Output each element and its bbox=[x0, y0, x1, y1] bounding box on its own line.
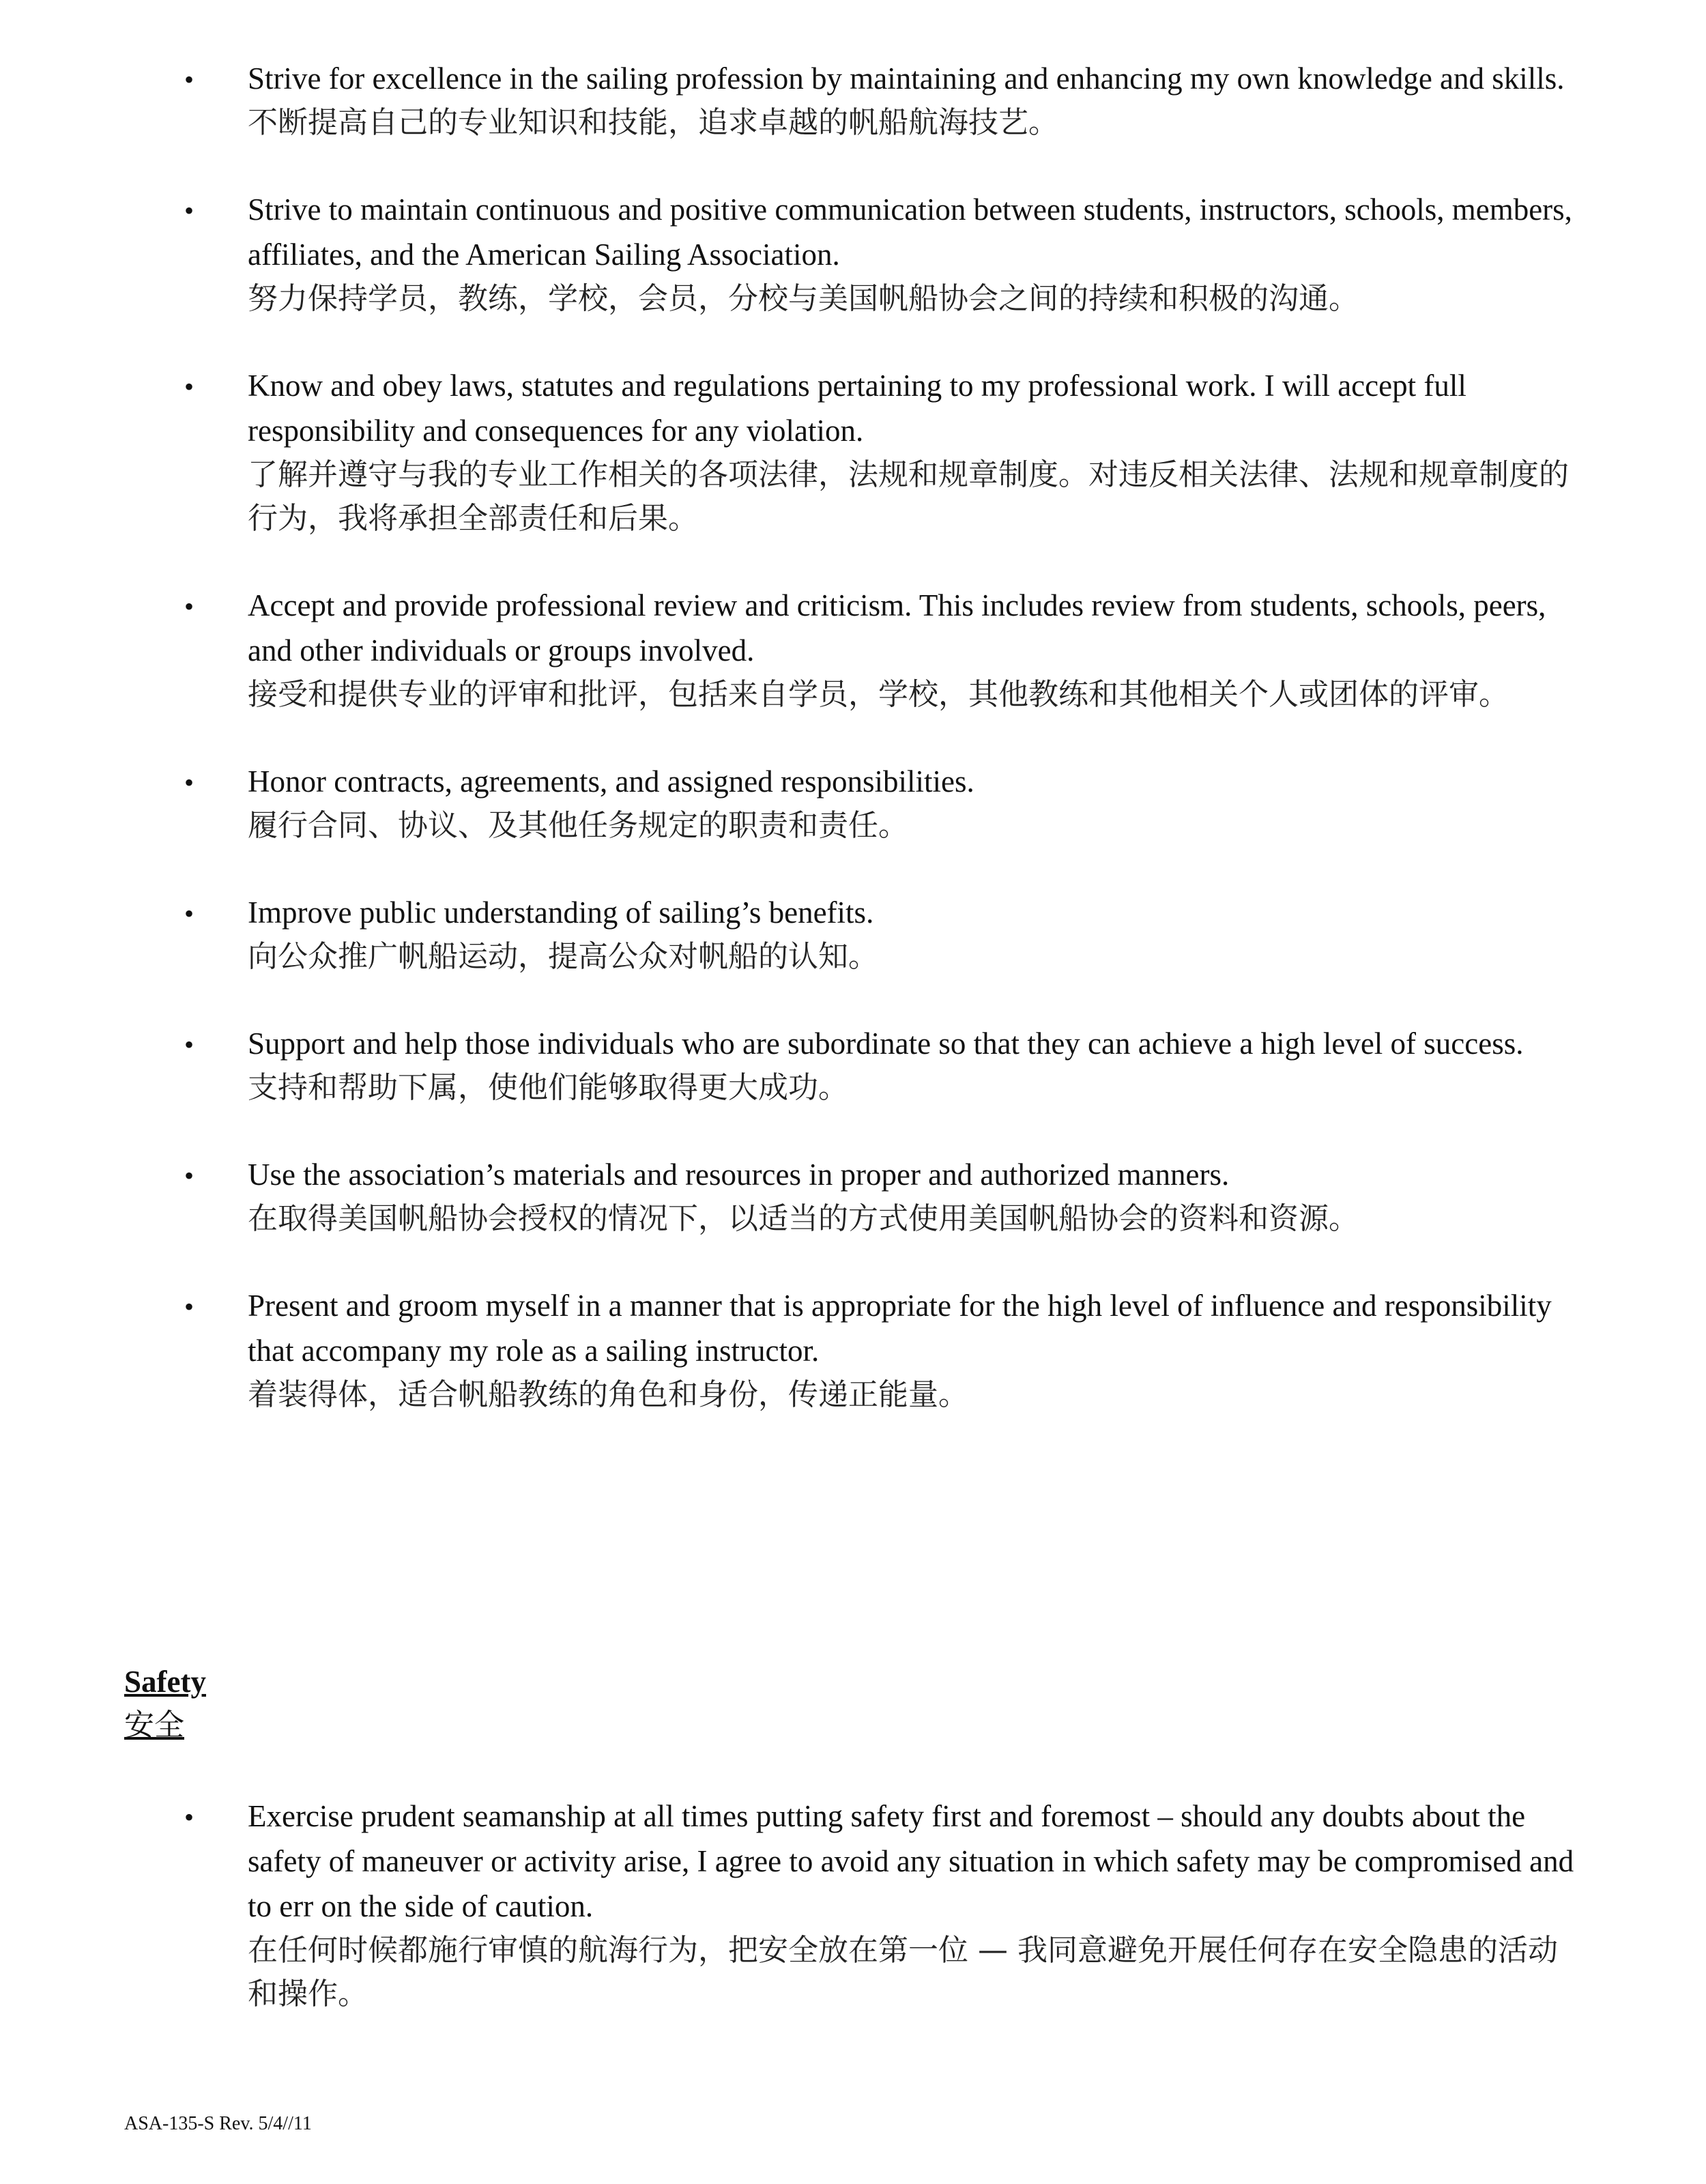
bullet-icon: • bbox=[184, 591, 194, 622]
item-text-zh: 不断提高自己的专业知识和技能，追求卓越的帆船航海技艺。 bbox=[248, 105, 1058, 140]
item-text-en: Honor contracts, agreements, and assigned responsibilities. bbox=[248, 764, 974, 799]
item-text-en: Use the association’s materials and resources in proper and authorized manners. bbox=[248, 1158, 1230, 1192]
list-item bbox=[184, 1794, 1576, 2016]
list-item bbox=[184, 187, 1576, 321]
bullet-icon: • bbox=[184, 371, 194, 402]
list-item bbox=[184, 890, 1576, 979]
item-text-en: Improve public understanding of sailing’s benefits. bbox=[248, 895, 874, 930]
item-text-zh: 在取得美国帆船协会授权的情况下，以适当的方式使用美国帆船协会的资料和资源。 bbox=[248, 1201, 1359, 1236]
item-text-zh: 向公众推广帆船运动，提高公众对帆船的认知。 bbox=[248, 939, 878, 974]
item-text-en: Accept and provide professional review and criticism. This includes review from students, schools, peers, and other individuals or groups involved. bbox=[248, 588, 1546, 667]
bullet-icon: • bbox=[184, 195, 194, 226]
item-text-en: Strive to maintain continuous and positive communication between students, instructors, schools, members, affiliates, and the American Sailing Association. bbox=[248, 192, 1572, 272]
list-item bbox=[184, 1152, 1576, 1241]
item-text-zh: 接受和提供专业的评审和批评，包括来自学员，学校，其他教练和其他相关个人或团体的评审。 bbox=[248, 677, 1509, 712]
item-text-en: Know and obey laws, statutes and regulations pertaining to my professional work. I will accept full responsibility and consequences for any violation. bbox=[248, 369, 1466, 448]
item-text-zh: 着装得体，适合帆船教练的角色和身份，传递正能量。 bbox=[248, 1377, 968, 1412]
bullet-icon: • bbox=[184, 1029, 194, 1060]
item-text-zh: 了解并遵守与我的专业工作相关的各项法律，法规和规章制度。对违反相关法律、法规和规章制度的行为，我将承担全部责任和后果。 bbox=[248, 457, 1569, 536]
item-text-en: Present and groom myself in a manner that is appropriate for the high level of influence and responsibility that accompany my role as a sailing instructor. bbox=[248, 1289, 1552, 1368]
item-text-zh: 在任何时候都施行审慎的航海行为，把安全放在第一位 — 我同意避免开展任何存在安全隐患的活动和操作。 bbox=[248, 1933, 1558, 2011]
list-item bbox=[184, 363, 1576, 541]
safety-section-heading bbox=[124, 1660, 206, 1747]
item-text-en: Support and help those individuals who are subordinate so that they can achieve a high level of success. bbox=[248, 1026, 1524, 1061]
list-item bbox=[184, 759, 1576, 848]
section-title-zh: 安全 bbox=[124, 1708, 184, 1742]
bullet-icon: • bbox=[184, 1160, 194, 1191]
item-text-en: Strive for excellence in the sailing profession by maintaining and enhancing my own knowledge and skills. bbox=[248, 61, 1565, 96]
item-text-zh: 履行合同、协议、及其他任务规定的职责和责任。 bbox=[248, 808, 908, 843]
item-text-zh: 努力保持学员，教练，学校，会员，分校与美国帆船协会之间的持续和积极的沟通。 bbox=[248, 281, 1359, 316]
item-text-en: Exercise prudent seamanship at all times putting safety first and foremost – should any doubts about the safety of maneuver or activity arise, I agree to avoid any situation in which safety may be compromised and to err on the side of caution. bbox=[248, 1799, 1574, 1923]
safety-list bbox=[184, 1794, 1576, 2058]
document-code-footer: ASA-135-S Rev. 5/4//11 bbox=[124, 2113, 312, 2134]
list-item bbox=[184, 1283, 1576, 1417]
section-title-en: Safety bbox=[124, 1665, 206, 1699]
bullet-icon: • bbox=[184, 898, 194, 929]
item-text-zh: 支持和帮助下属，使他们能够取得更大成功。 bbox=[248, 1070, 848, 1105]
list-item bbox=[184, 1021, 1576, 1110]
bullet-icon: • bbox=[184, 64, 194, 95]
bullet-icon: • bbox=[184, 767, 194, 798]
code-of-conduct-list bbox=[184, 56, 1576, 1459]
bullet-icon: • bbox=[184, 1802, 194, 1833]
list-item bbox=[184, 56, 1576, 145]
list-item bbox=[184, 583, 1576, 717]
bullet-icon: • bbox=[184, 1291, 194, 1322]
